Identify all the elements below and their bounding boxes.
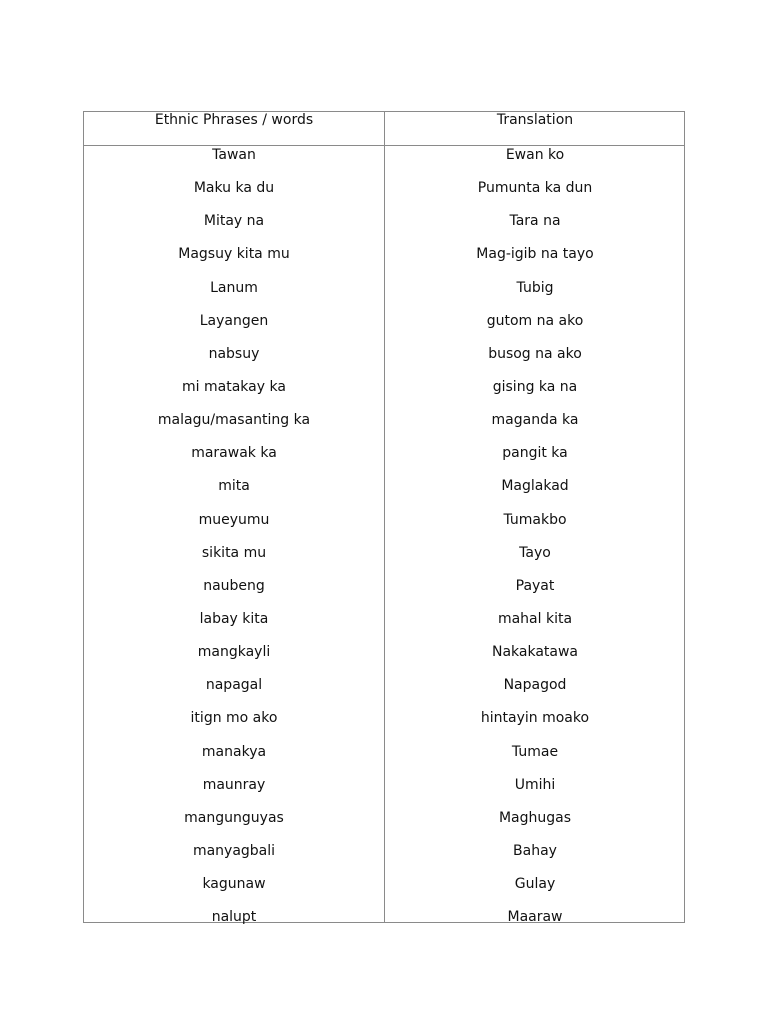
translation-cell: Umihi — [514, 776, 556, 793]
table-row — [84, 775, 684, 808]
table-header-row — [84, 112, 684, 146]
table-row — [84, 278, 684, 311]
translation-cell: Nakakatawa — [491, 644, 579, 661]
table-row — [84, 609, 684, 642]
table-row — [84, 841, 684, 874]
translation-cell: Pumunta ka dun — [477, 180, 593, 197]
table-row — [84, 410, 684, 443]
phrase-cell: manyagbali — [192, 842, 276, 859]
translation-cell: Tayo — [519, 544, 551, 561]
phrase-cell: Maku ka du — [193, 180, 275, 197]
translation-cell: Payat — [515, 577, 555, 594]
translation-cell: busog na ako — [488, 345, 582, 362]
header-translation: Translation — [496, 112, 574, 128]
phrase-cell: mangunguyas — [184, 809, 284, 826]
phrase-cell: Tawan — [212, 147, 256, 163]
translation-cell: maganda ka — [491, 412, 579, 429]
translation-cell: Tara na — [509, 213, 561, 230]
translation-cell: Bahay — [513, 842, 557, 859]
translation-cell: Maaraw — [507, 909, 563, 926]
translation-cell: pangit ka — [502, 445, 568, 462]
translation-cell: Tumakbo — [503, 511, 567, 528]
table-row — [84, 907, 684, 940]
table-row — [84, 476, 684, 509]
phrase-cell: Layangen — [199, 312, 269, 329]
table-row — [84, 443, 684, 476]
table-row — [84, 708, 684, 741]
phrase-cell: itign mo ako — [190, 710, 278, 727]
table-row — [84, 211, 684, 244]
phrase-cell: sikita mu — [201, 544, 267, 561]
translation-cell: Ewan ko — [505, 147, 565, 163]
table-row — [84, 145, 684, 178]
translation-cell: gising ka na — [492, 378, 578, 395]
phrase-cell: mi matakay ka — [182, 378, 286, 395]
phrase-cell: malagu/masanting ka — [157, 412, 311, 429]
translation-cell: Napagod — [503, 677, 567, 694]
translation-cell: Maghugas — [498, 809, 572, 826]
phrase-table — [83, 111, 685, 926]
phrase-cell: Lanum — [210, 279, 258, 296]
table-row — [84, 311, 684, 344]
phrase-cell: manakya — [201, 743, 267, 760]
table-row — [84, 543, 684, 576]
phrase-cell: mita — [218, 478, 250, 495]
table-row — [84, 344, 684, 377]
translation-cell: Gulay — [514, 876, 556, 893]
translation-cell: Mag-igib na tayo — [476, 246, 594, 263]
phrase-cell: mangkayli — [197, 644, 271, 661]
phrase-cell: naubeng — [203, 577, 265, 594]
phrase-cell: maunray — [202, 776, 266, 793]
table-row — [84, 178, 684, 211]
phrase-cell: nalupt — [211, 909, 257, 926]
table-row — [84, 576, 684, 609]
table-row — [84, 742, 684, 775]
phrase-cell: kagunaw — [202, 876, 266, 893]
table-row — [84, 244, 684, 277]
phrase-cell: nabsuy — [208, 345, 260, 362]
table-row — [84, 642, 684, 675]
table-row — [84, 675, 684, 708]
table-row — [84, 874, 684, 907]
phrase-cell: marawak ka — [191, 445, 277, 462]
translation-cell: Tumae — [511, 743, 559, 760]
table-row — [84, 510, 684, 543]
translation-cell: mahal kita — [497, 610, 573, 627]
translation-cell: Tubig — [516, 279, 554, 296]
header-phrase: Ethnic Phrases / words — [154, 112, 314, 128]
table-row — [84, 808, 684, 841]
translation-cell: gutom na ako — [486, 312, 584, 329]
phrase-cell: Magsuy kita mu — [178, 246, 290, 263]
phrase-cell: Mitay na — [203, 213, 265, 230]
table-body — [84, 145, 684, 940]
table-row — [84, 377, 684, 410]
phrase-cell: napagal — [205, 677, 263, 694]
phrase-cell: mueyumu — [198, 511, 270, 528]
phrase-cell: labay kita — [199, 610, 269, 627]
translation-cell: hintayin moako — [480, 710, 590, 727]
translation-cell: Maglakad — [501, 478, 569, 495]
